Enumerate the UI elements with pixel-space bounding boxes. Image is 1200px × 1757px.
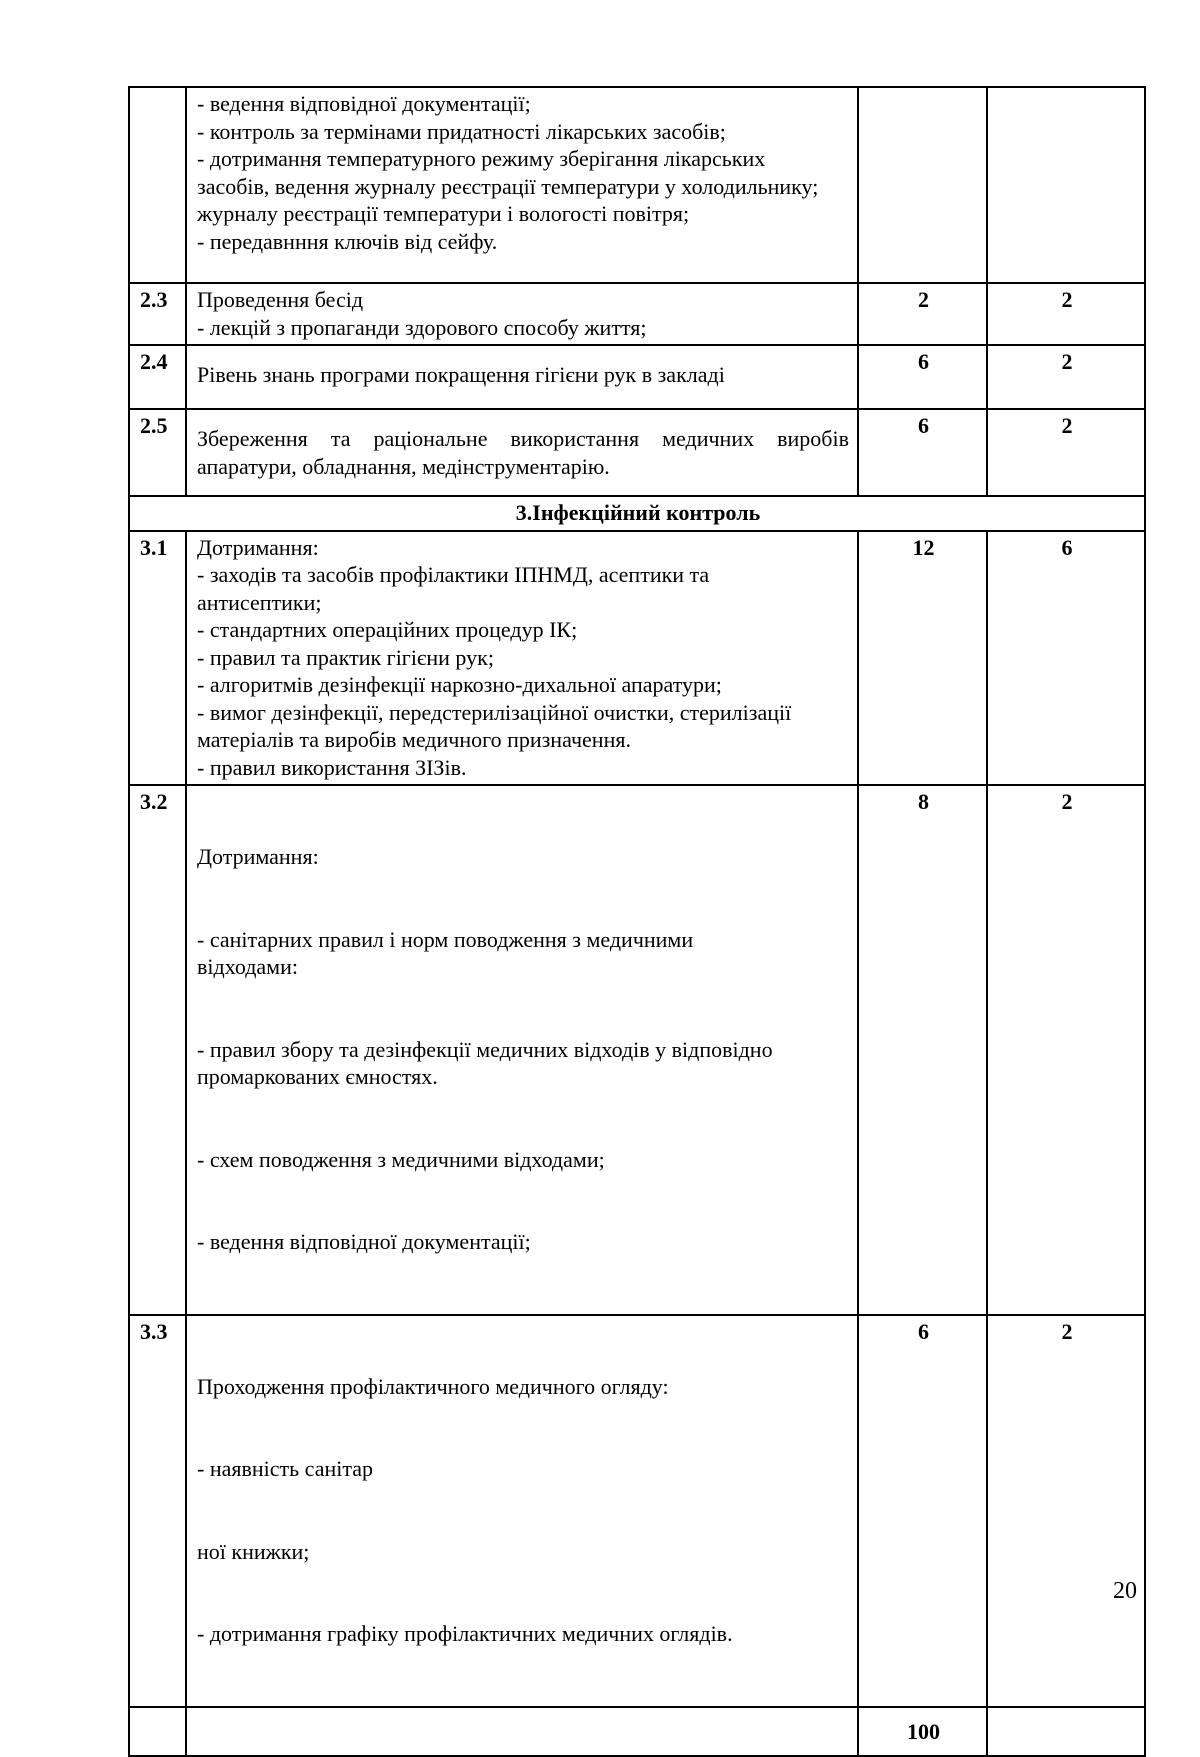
section-title: 3.Інфекційний контроль [129,496,1145,531]
item-number-cell: 2.3 [129,283,186,345]
description-line: - контроль за термінами придатності лікарських засобів; [197,118,726,144]
table-row [129,1315,1145,1707]
description-line: - ведення відповідної документації; [197,91,531,116]
table-row [129,531,1145,786]
description-line: - ведення відповідної документації; [197,1229,531,1254]
table-row [129,409,1145,496]
description-line: Проведення бесід [197,287,364,312]
description-line: - схем поводження з медичними відходами; [197,1146,605,1172]
description-line: - лекцій з пропаганди здорового способу життя; [197,314,647,340]
item-number-cell [129,1707,186,1756]
max-score-cell: 6 [858,345,987,409]
table-row [129,345,1145,409]
description-line: Рівень знань програми покращення гігієни рук в закладі [197,362,725,387]
item-number-cell: 2.5 [129,409,186,496]
description-line: - дотримання температурного режиму зберігання лікарських засобів, ведення журналу реєстрації температури у холодильнику; журналу реєстрації температури і вологості повітря; [197,146,819,226]
min-score-cell: 2 [987,1315,1145,1707]
max-score-cell: 2 [858,283,987,345]
description-line: - алгоритмів дезінфекції наркозно-дихальної апаратури; [197,672,722,697]
description-line: - передавнння ключів від сейфу. [197,228,498,254]
item-description-cell [186,1707,858,1756]
min-score-cell: 2 [987,785,1145,1315]
item-description-cell [186,531,858,786]
min-score-cell: 2 [987,283,1145,345]
description-line: - правил збору та дезінфекції медичних відходів у відповідно промаркованих ємностях. [197,1036,773,1089]
item-description-cell [186,409,858,496]
min-score-cell: 6 [987,531,1145,786]
page-number: 20 [1113,1578,1137,1604]
description-line: - наявність санітар [197,1456,373,1481]
description-line: - дотримання графіку профілактичних медичних оглядів. [197,1621,733,1646]
table-row [129,283,1145,345]
min-score-cell [987,1707,1145,1756]
description-line: ної книжки; [197,1538,310,1564]
description-line: Дотримання: [197,844,319,869]
max-score-cell [858,87,987,283]
section-header-row [129,496,1145,531]
item-description-cell [186,283,858,345]
item-description-cell [186,785,858,1315]
item-description-cell [186,345,858,409]
max-score-cell: 12 [858,531,987,786]
min-score-cell: 2 [987,345,1145,409]
description-line: Дотримання: [197,534,319,560]
item-number-cell: 3.2 [129,785,186,1315]
max-score-cell: 6 [858,1315,987,1707]
criteria-table [128,86,1146,1757]
description-line: - санітарних правил і норм поводження з медичними відходами: [197,926,694,979]
max-score-cell: 8 [858,785,987,1315]
min-score-cell [987,87,1145,283]
min-score-cell: 2 [987,409,1145,496]
item-number-cell: 2.4 [129,345,186,409]
description-line: Збереження та раціональне використання медичних виробів апаратури, обладнання, медінструментарію. [197,426,849,479]
item-description-cell [186,1315,858,1707]
description-line: - правил та практик гігієни рук; [197,644,494,670]
description-line: - вимог дезінфекції, передстерилізаційної очистки, стерилізації матеріалів та виробів медичного призначення. [197,699,792,752]
table-row [129,87,1145,283]
item-number-cell [129,87,186,283]
item-number-cell: 3.3 [129,1315,186,1707]
description-line: - правил використання ЗІЗів. [197,754,467,780]
total-row [129,1707,1145,1756]
description-line: - стандартних операційних процедур ІК; [197,617,578,642]
description-line: - заходів та засобів профілактики ІПНМД, асептики та антисептики; [197,562,710,615]
item-description-cell [186,87,858,283]
item-number-cell: 3.1 [129,531,186,786]
table-row [129,785,1145,1315]
description-line: Проходження профілактичного медичного огляду: [197,1373,669,1399]
max-score-cell: 6 [858,409,987,496]
total-score-cell: 100 [858,1707,987,1756]
